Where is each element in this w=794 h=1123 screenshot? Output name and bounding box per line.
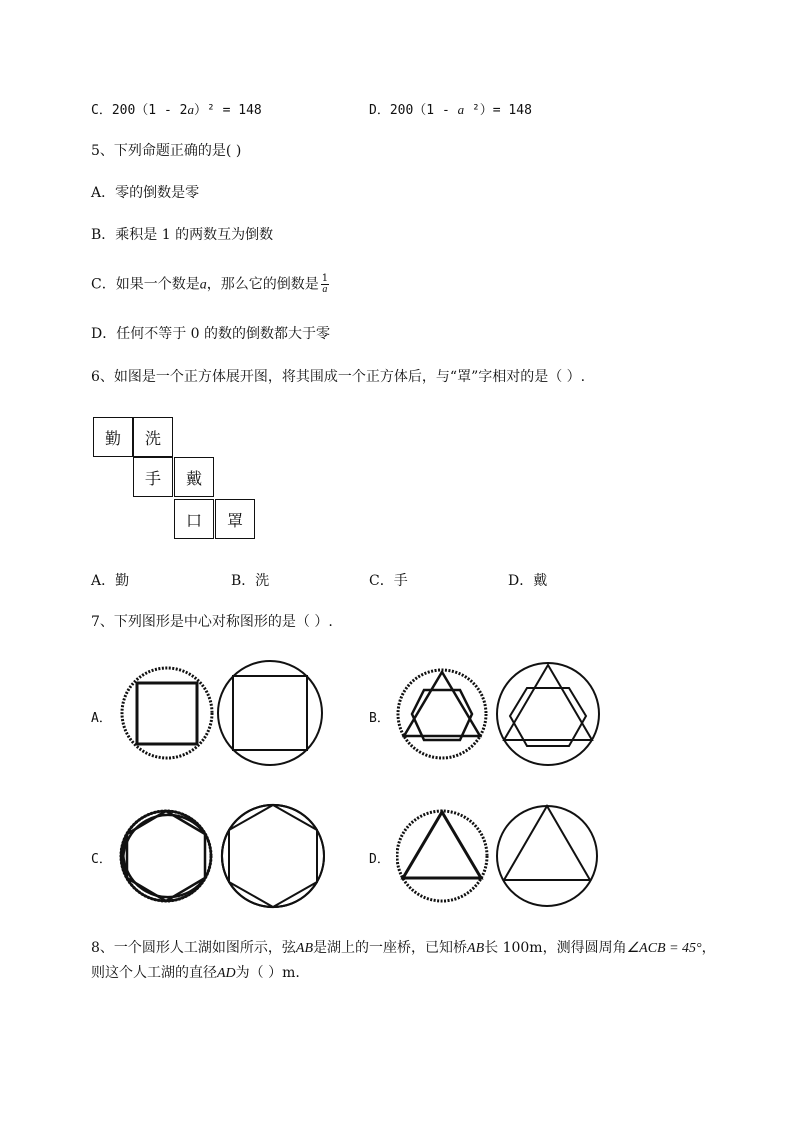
fig-a-sketch-square — [137, 683, 197, 744]
q5-option-a: A．零的倒数是零 — [91, 185, 200, 201]
q5-c-fraction — [321, 274, 329, 295]
fig-d-sketch-circle — [397, 811, 487, 901]
net-cell-4: 戴 — [174, 457, 214, 497]
fig-c-arcs-2 — [222, 805, 317, 907]
q8-text-a: 8、一个圆形人工湖如图所示，弦 — [91, 940, 296, 956]
q6-option-d: D．戴 — [508, 573, 548, 589]
q5-c-text: C．如果一个数是 — [91, 276, 200, 293]
q4-d-var: a — [457, 102, 465, 117]
q6-option-b: B．洗 — [231, 573, 270, 589]
q6-stem: 6、如图是一个正方体展开图，将其围成一个正方体后，与“罩”字相对的是（ ）. — [91, 369, 586, 385]
net-cell-5: 口 — [174, 499, 214, 539]
q5-c-var: a — [199, 277, 207, 293]
q5-c-mid: ，那么它的倒数是 — [206, 276, 319, 293]
q4-d-text-b: ²）= 148 — [464, 103, 532, 118]
net-cell-6: 罩 — [215, 499, 255, 539]
q8-line-2 — [91, 964, 300, 983]
q6-option-c: C．手 — [369, 573, 408, 589]
q7-label-c: C． — [91, 852, 112, 867]
net-cell-3: 手 — [133, 457, 173, 497]
q5-option-c — [91, 274, 329, 295]
q8-text-f: 为（ ）m. — [235, 965, 300, 981]
figure-a-square-in-circle — [118, 660, 338, 772]
q7-label-b: B． — [369, 711, 390, 726]
q5-c-fraction-den: a — [322, 284, 328, 295]
fig-a-square — [233, 676, 307, 750]
net-cell-2: 洗 — [133, 417, 173, 457]
q8-ab-1: AB — [295, 941, 314, 956]
q8-text-d: ， — [701, 940, 716, 956]
q8-text-c: 长 100m，测得圆周角 — [484, 940, 627, 956]
q8-line-1 — [91, 939, 716, 958]
q8-text-e: 则这个人工湖的直径 — [91, 965, 217, 981]
q4-d-text-a: 200（1 - — [389, 103, 458, 118]
q4-option-c — [91, 101, 262, 120]
q7-label-a: A． — [91, 711, 112, 726]
net-cell-1: 勤 — [93, 417, 133, 457]
q6-option-a: A．勤 — [91, 573, 130, 589]
q4-c-label: C． — [91, 103, 112, 118]
figure-c-petals-in-circle — [118, 802, 328, 914]
q4-c-text-a: 200（1 - 2 — [111, 103, 188, 118]
q8-angle: ∠ACB = 45° — [626, 941, 702, 956]
fig-c-hexagon — [229, 805, 317, 907]
q8-ad: AD — [217, 966, 236, 981]
q4-c-text-b: ）² = 148 — [193, 103, 262, 118]
fig-d-circle — [497, 806, 597, 906]
figure-d-triangle-in-circle — [396, 802, 606, 914]
q5-c-fraction-num: 1 — [321, 273, 329, 284]
fig-b-sketch-hexagon — [412, 690, 472, 740]
q7-label-d: D． — [369, 852, 390, 867]
q7-stem: 7、下列图形是中心对称图形的是（ ）. — [91, 614, 333, 630]
q5-stem: 5、下列命题正确的是( ) — [91, 143, 242, 159]
q5-option-d: D．任何不等于 0 的数的倒数都大于零 — [91, 326, 331, 342]
q4-c-var: a — [187, 102, 194, 117]
q4-option-d — [369, 101, 532, 120]
figure-b-hexagon-in-circle — [396, 660, 606, 772]
q8-ab-2: AB — [467, 941, 485, 956]
fig-b-hexagon — [510, 688, 586, 746]
q5-option-b: B．乘积是 1 的两数互为倒数 — [91, 227, 274, 243]
q4-d-label: D． — [369, 103, 390, 118]
fig-b-sketch-triangle — [404, 672, 480, 736]
q8-text-b: 是湖上的一座桥，已知桥 — [313, 940, 468, 956]
